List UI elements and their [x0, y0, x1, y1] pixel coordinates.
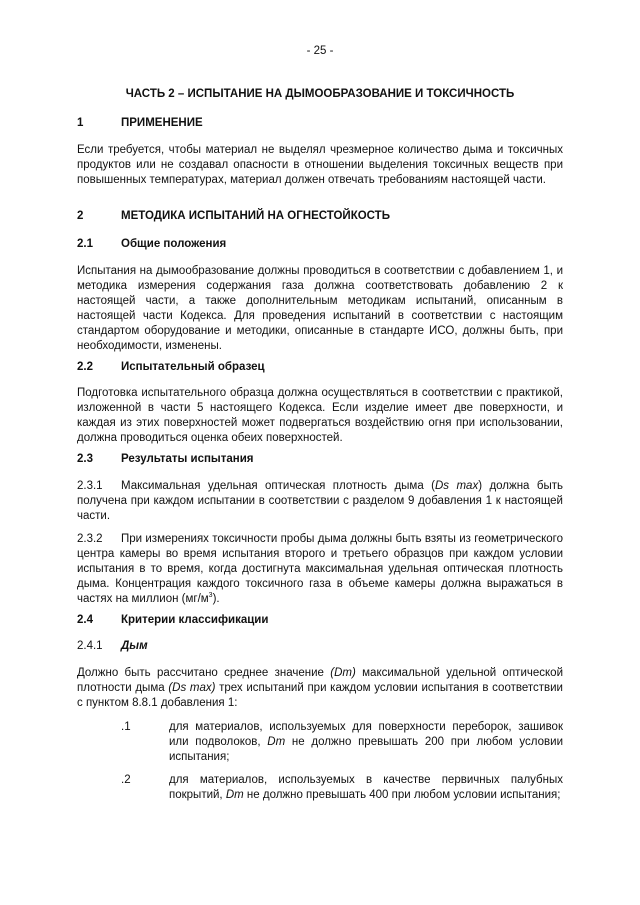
- section-2-3-heading: [77, 453, 253, 465]
- page-number: - 25 -: [306, 45, 334, 57]
- section-1-text: Если требуется, чтобы материал не выделял чрезмерное количество дыма и токсичных продуктов или не создавал опасности в отношении выделения токсичных веществ при повышенных температурах, материал должен отвечать требованиям настоящей части.: [77, 144, 563, 186]
- list-item: [77, 720, 563, 765]
- section-1-heading: [77, 117, 203, 129]
- section-2-2-heading: [77, 361, 265, 373]
- section-title: Общие положения: [121, 238, 227, 250]
- section-number: 2.3.1: [77, 480, 103, 492]
- section-2-2-text: Подготовка испытательного образца должна осуществляться в соответствии с практикой, изложенной в части 5 настоящего Кодекса. Если изделие имеет две поверхности, и каждая из этих поверхностей может подвергаться воздействию огня при использовании, должна проводиться оценка обеих поверхностей.: [77, 387, 563, 444]
- section-2-4-1-text: Должно быть рассчитано среднее значение (Dm) максимальной удельной оптической плотности дыма (Ds max) трех испытаний при каждом условии испытания в соответствии с пунктом 8.8.1 добавления 1:: [77, 667, 563, 709]
- section-title: Дым: [121, 640, 148, 652]
- list-item-number: .1: [121, 721, 131, 733]
- part-title: ЧАСТЬ 2 – ИСПЫТАНИЕ НА ДЫМООБРАЗОВАНИЕ И ТОКСИЧНОСТЬ: [125, 88, 515, 100]
- section-number: 2.1: [77, 238, 93, 250]
- section-2-3-1-text: 2.3.1 Максимальная удельная оптическая плотность дыма (Ds max) должна быть получена при каждом испытании в соответствии с разделом 9 добавления 1 к настоящей части.: [77, 480, 563, 522]
- section-title: МЕТОДИКА ИСПЫТАНИЙ НА ОГНЕСТОЙКОСТЬ: [121, 210, 390, 222]
- section-title: Критерии классификации: [121, 614, 269, 626]
- section-title: ПРИМЕНЕНИЕ: [121, 117, 203, 129]
- section-number: 2.3: [77, 453, 93, 465]
- section-number: 2: [77, 210, 84, 222]
- section-number: 2.4: [77, 614, 93, 626]
- section-title: Результаты испытания: [121, 453, 254, 465]
- section-2-3-2-text: 2.3.2 При измерениях токсичности пробы дыма должны быть взяты из геометрического центра камеры во время испытания второго и третьего образцов при каждом условии испытания в то время, когда достигнута максимальная удельная оптическая плотность дыма. Концентрация каждого токсичного газа в объеме камеры должна выражаться в частях на миллион $(мг/м^3)$.: [77, 533, 563, 605]
- section-number: 1: [77, 117, 84, 129]
- section-number: 2.2: [77, 361, 93, 373]
- list-item-number: .2: [121, 774, 131, 786]
- section-number: 2.3.2: [77, 533, 103, 545]
- list-item-text: для материалов, используемых для поверхности переборок, зашивок или подволоков, Dm не должно превышать 200 при любом условии испытания;: [169, 721, 563, 763]
- section-2-1-heading: [77, 238, 226, 250]
- section-2-4-heading: [77, 614, 268, 626]
- list-item: [77, 773, 563, 803]
- section-2-heading: [77, 210, 390, 222]
- list-item-text: для материалов, используемых в качестве первичных палубных покрытий, Dm не должно превышать 400 при любом условии испытания;: [169, 774, 563, 801]
- section-2-4-1-heading: [77, 640, 148, 652]
- section-2-1-text: Испытания на дымообразование должны проводиться в соответствии с добавлением 1, и методика измерения содержания газа должна соответствовать добавлению 2 к настоящей части, а также дополнительным методикам испытаний, описанным в настоящей части Кодекса. Для проведения испытаний в соответствии с настоящим стандартом оборудование и методики, описанные в стандарте ИСО, должны быть, при необходимости, изменены.: [77, 265, 563, 352]
- section-number: 2.4.1: [77, 640, 103, 652]
- section-title: Испытательный образец: [121, 361, 265, 373]
